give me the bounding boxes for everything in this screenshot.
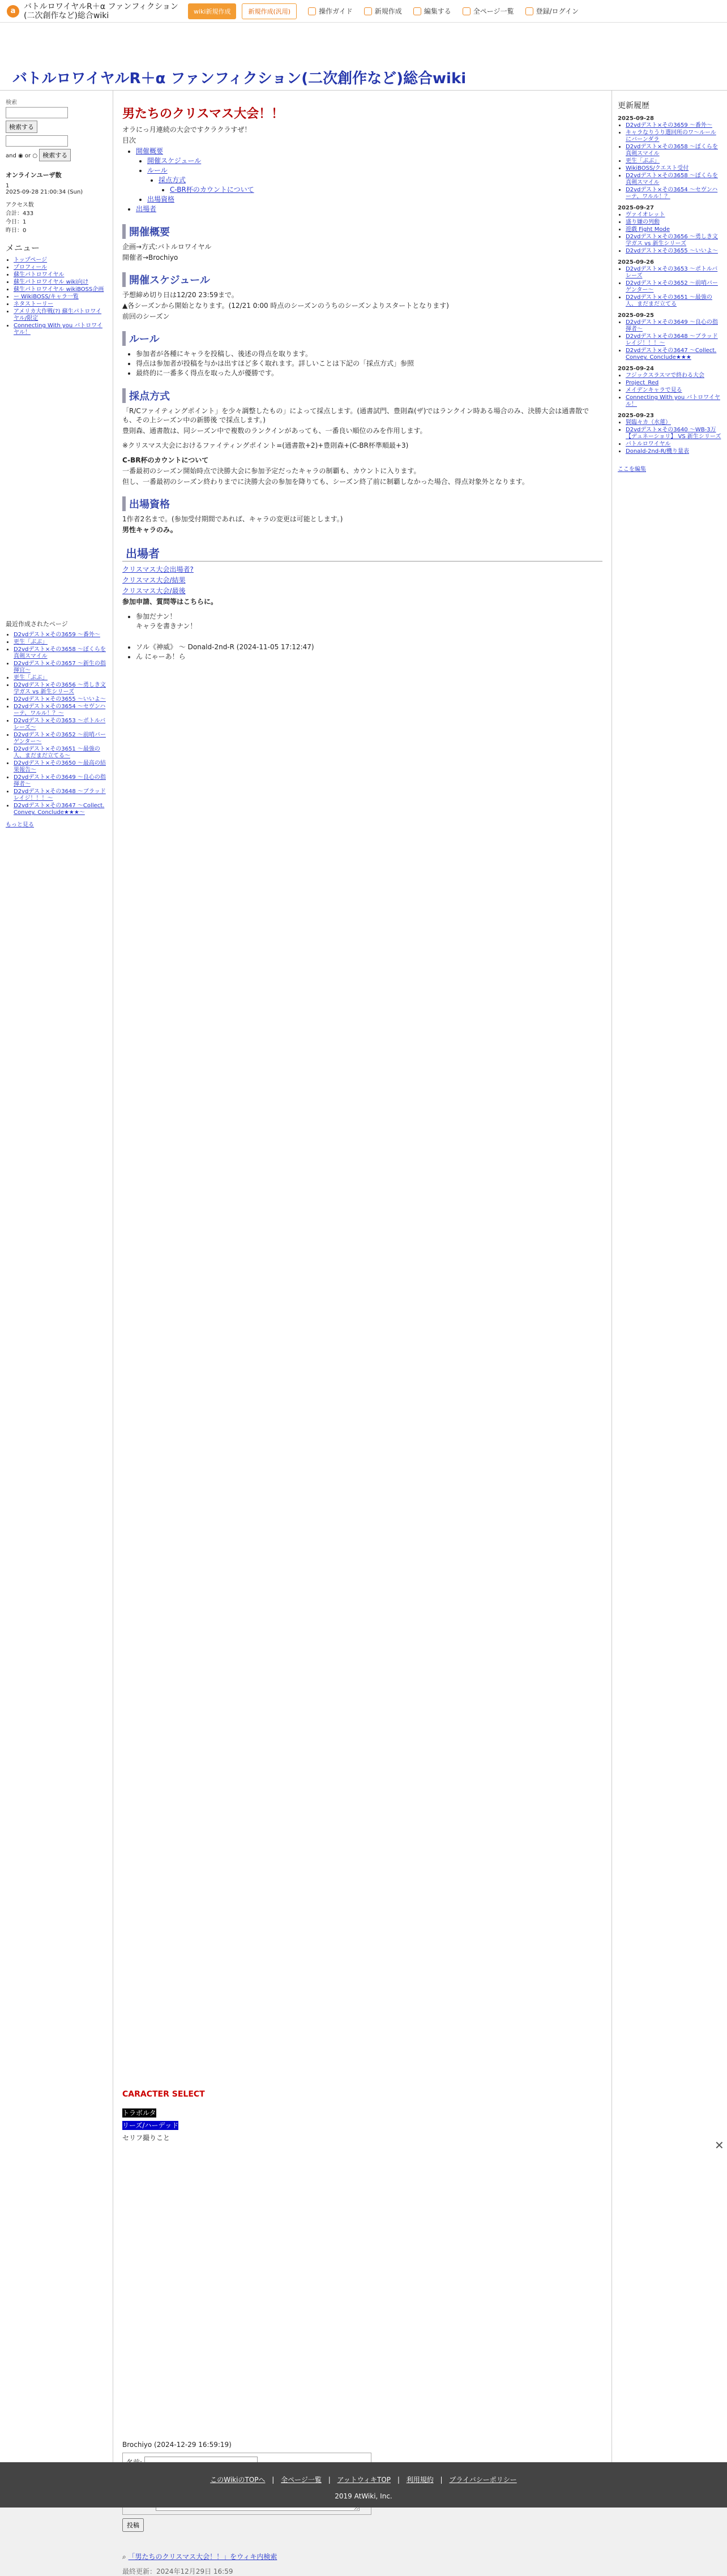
recent-item[interactable]: D2vdデスト×その3657 ～新生の指揮官～ xyxy=(14,661,106,674)
recent-item[interactable]: D2vdデスト×その3654 ～セヴンハーテ、ワルル！？～ xyxy=(14,704,106,717)
menu-item[interactable]: 蘇生パトロワイヤル xyxy=(14,272,65,278)
recent-item[interactable]: D2vdデスト×その3651 ～最強の人、まだまだ立てる～ xyxy=(14,746,100,759)
new-page-link[interactable]: 新規作成 xyxy=(364,6,402,16)
rule-item: • 最終的に一番多く得点を取った人が優勝です。 xyxy=(136,368,602,378)
history-item[interactable]: D2vdデスト×その3655 ～いいよ～ xyxy=(626,248,718,254)
recent-item[interactable]: D2vdデスト×その3647 ～Collect. Convey. Conclude★★★～ xyxy=(14,803,105,816)
comment: • 参加だナン！ xyxy=(136,612,602,622)
pick-line: リーズ/ハーデッド xyxy=(122,2121,179,2129)
history-item[interactable]: Connecting With you バトロワイヤル！ xyxy=(626,395,720,408)
comment-thread xyxy=(122,612,602,662)
signature: Brochiyo (2024-12-29 16:59:19) xyxy=(122,2441,232,2449)
recent-list xyxy=(6,632,107,816)
history-date: 2025-09-25 xyxy=(618,312,654,319)
history-item[interactable]: 盛り嫌の列動 xyxy=(626,219,660,225)
entrant-link[interactable]: クリスマス大会/最後 xyxy=(122,587,186,595)
menu-item[interactable]: アメリカ大作戦(?) 蘇生パトロワイヤル/限定 xyxy=(14,308,102,322)
recent-item[interactable]: D2vdデスト×その3649 ～良心の指揮者～ xyxy=(14,774,106,787)
history-item[interactable]: D2vdデスト×その3649 ～良心の指揮者～ xyxy=(626,319,718,332)
toc-item[interactable]: ルール xyxy=(147,166,168,174)
toc-item[interactable]: 採点方式 xyxy=(159,176,186,184)
section-text: 1作者2名まで。(参加受付期間であれば、キャラの変更は可能とします。) xyxy=(122,515,343,523)
recent-item[interactable]: D2vdデスト×その3648 ～ブラッドレイジ！！！～ xyxy=(14,788,106,801)
search-input[interactable] xyxy=(6,107,68,118)
recent-item[interactable]: D2vdデスト×その3652 ～前哨バーゲンター～ xyxy=(14,732,106,745)
footer-link[interactable]: 利用規約 xyxy=(406,2476,434,2484)
history-date: 2025-09-27 xyxy=(618,205,654,211)
online-count: 1 xyxy=(6,183,10,189)
site-title-small[interactable]: バトルロワイヤルR＋α ファンフィクション(二次創作など)総合wiki xyxy=(24,2,178,20)
section-text: 前回のシーズン xyxy=(122,312,170,320)
copyright: 2019 AtWiki, Inc. xyxy=(335,2492,392,2500)
thread-label: 参加申請、質問等はこちらに。 xyxy=(122,598,218,606)
comment-thread-body-2 xyxy=(122,2144,602,2438)
section-text: ※クリスマス大会におけるファイティングポイント=(通書散+2)+豊則森+(C-BR杯準順最+3) xyxy=(122,442,409,449)
toc-item[interactable]: 出場者 xyxy=(136,205,157,213)
section-text: 但し、一番最初のシーズン終わりまでに決勝大会の参加を降りても、シーズン終了前に制覇しなかった場合、得点対象外となります。 xyxy=(122,478,529,486)
history-item[interactable]: D2vdデスト×その3651 ～最強の人、まだまだ立てる xyxy=(626,294,712,307)
history-date: 2025-09-24 xyxy=(618,366,654,372)
recent-item[interactable]: D2vdデスト×その3650 ～最高の結果報告～ xyxy=(14,760,106,773)
online-title: オンラインユーザ数 xyxy=(6,172,62,179)
recent-item[interactable]: D2vdデスト×その3658 ～ぼくらを真剣スマイル xyxy=(14,646,106,659)
toc-label: 目次 xyxy=(122,136,136,144)
recent-item[interactable]: D2vdデスト×その3656 ～勇しき文学ガス vs 新生シリーズ xyxy=(14,682,106,695)
history-item[interactable]: 遊戯 Fight Mode xyxy=(626,226,670,233)
section-text: 男性キャラのみ。 xyxy=(122,526,177,534)
history-item[interactable]: D2vdデスト×その3648 ～ブラッドレイジ！！！～ xyxy=(626,333,718,346)
history-item[interactable]: バトルロワイヤル xyxy=(626,441,671,447)
user-icon xyxy=(525,7,533,15)
rule-item: • 得点は参加者が投稿を与かは出すほど多く取れます。詳しいことは下記の「採点方式」参照 xyxy=(136,359,602,368)
section-text: 「R/Cファイティングポイント」を少々調整したもの」によって採点します。(通書試門、豊則森(ザ)ではランクイン時ある場合のみ、決勝大会は通書散でも、その上シーズン中の新勝後 で採点します。) xyxy=(122,407,589,424)
login-link[interactable]: 登録/ログイン xyxy=(525,6,579,16)
footer-link[interactable]: 全ページ一覧 xyxy=(281,2476,322,2484)
all-pages-link[interactable]: 全ページ一覧 xyxy=(463,6,514,16)
search-input-2[interactable] xyxy=(6,135,68,147)
access-title: アクセス数 xyxy=(6,202,34,208)
history-item[interactable]: 更生「ぶぶ」 xyxy=(626,158,660,164)
search-label: 検索 xyxy=(6,100,17,106)
menu-item[interactable]: Connecting With you バトロワイヤル！ xyxy=(14,323,102,336)
wiki-create-button[interactable]: wiki新規作成 xyxy=(188,3,236,19)
atwiki-logo[interactable]: a xyxy=(7,5,19,18)
history-item[interactable]: フジックスラスマで終わる大会 xyxy=(626,372,704,379)
menu-item[interactable]: トップページ xyxy=(14,257,48,263)
toc-item[interactable]: 出場資格 xyxy=(147,195,175,203)
search-icon: ⌕ xyxy=(122,2553,129,2561)
edit-menu-link[interactable]: ここを編集 xyxy=(618,466,646,473)
section-text: 豊則森、通書散は、同シーズン中で複数のランクインがあっても、一番良い順位のみを作用します。 xyxy=(122,427,427,435)
footer-link[interactable]: このWikiのTOPへ xyxy=(210,2476,266,2484)
and-radio-label[interactable]: and xyxy=(6,153,16,159)
history-date: 2025-09-26 xyxy=(618,259,654,265)
footer: このWikiのTOPへ | 全ページ一覧 | アットウィキTOP | 利用規約 | プライバシーポリシー 2019 AtWiki, Inc. xyxy=(0,2462,727,2508)
section-heading: ルール xyxy=(122,331,602,346)
section-heading: 出場資格 xyxy=(122,496,602,511)
guide-link[interactable]: 操作ガイド xyxy=(308,6,353,16)
recent-title: 最近作成されたページ xyxy=(6,620,68,628)
top-bar xyxy=(0,0,727,23)
menu-item[interactable]: プロフィール xyxy=(14,264,47,271)
menu-item[interactable]: 蘇生パトロワイヤル wikiBOSS企画 xyxy=(14,286,104,293)
history-item[interactable]: メイデンキャラで見る xyxy=(626,387,682,393)
history-item[interactable]: D2vdデスト×その3640 ～WB-3万【デュネーショリ】 VS 新生シリーズ xyxy=(626,427,721,440)
comment: • ソル《神威》 ～ Donald-2nd-R (2024-11-05 17:12:47) xyxy=(136,642,602,652)
more-link[interactable]: もっと見る xyxy=(6,822,34,828)
history-item[interactable]: D2vdデスト×その3654 ～セヴンハーテ、ワルル！？ xyxy=(626,187,718,200)
menu-item[interactable]: ネタストーリー xyxy=(14,301,53,307)
comment-thread-body xyxy=(122,662,602,2088)
right-sidebar xyxy=(611,91,727,2462)
or-radio-label[interactable]: or xyxy=(24,153,31,159)
section-text: ▲各シーズンから開始となります。(12/21 0:00 時点のシーズンのうちのシーズンよりスタートとなります) xyxy=(122,302,449,310)
last-updated: 最終更新：2024年12月29日 16:59 xyxy=(122,2568,233,2575)
site-header xyxy=(0,23,727,91)
recent-item[interactable]: 更生「ぶぶ」 xyxy=(14,639,48,645)
history-item[interactable]: WikiBOSS/クエスト受付 xyxy=(626,165,689,172)
list-icon xyxy=(463,7,471,15)
plus-icon xyxy=(364,7,372,15)
section-text: 開催者→Brochiyo xyxy=(122,254,178,262)
history-date: 2025-09-28 xyxy=(618,115,654,122)
section-text: 企画→方式:バトルロワイヤル xyxy=(122,243,212,251)
character-select-title: CARACTER SELECT xyxy=(122,2090,205,2099)
pick-line: セリフ撮りこと xyxy=(122,2134,170,2142)
section-heading: 採点方式 xyxy=(122,388,602,403)
footer-link[interactable]: プライバシーポリシー xyxy=(449,2476,517,2484)
section-heading: 開催スケジュール xyxy=(122,272,602,287)
access-total: 合計：433 xyxy=(6,211,34,217)
footer-link[interactable]: アットウィキTOP xyxy=(337,2476,391,2484)
section-text: 予想締め切り日は12/20 23:59まで。 xyxy=(122,291,238,299)
close-icon[interactable]: ✕ xyxy=(715,2138,724,2152)
history-item[interactable]: D2vdデスト×その3658 ～ぼくらを真剣スマイル xyxy=(626,173,718,186)
pick-line: トラボルタ xyxy=(122,2109,156,2117)
history-item[interactable]: D2vdデスト×その3659 ～番外～ xyxy=(626,122,712,128)
history-item[interactable]: D2vdデスト×その3653 ～ポトルバレーズ xyxy=(626,266,718,279)
comment: • ん にゃーあ！ら xyxy=(136,652,602,662)
recent-item[interactable]: D2vdデスト×その3653 ～ポトルバレーズ～ xyxy=(14,718,106,731)
pencil-icon xyxy=(413,7,421,15)
recent-item[interactable]: 更生「ぶぶ」 xyxy=(14,675,48,681)
new-create-button[interactable]: 新規作成(汎用) xyxy=(242,3,297,19)
access-yesterday: 昨日：0 xyxy=(6,228,27,234)
wiki-search-link[interactable]: 「男たちのクリスマス大会！！」をウィキ内検索 xyxy=(128,2553,277,2561)
intro-text: オラにっ月連続の大会ですクラクラすぜ！ xyxy=(122,126,251,134)
toc xyxy=(122,147,602,214)
menu-item[interactable]: ー WikiBOSS/キャラ一覧 xyxy=(14,294,79,300)
section-heading: 出場者 xyxy=(122,545,602,562)
edit-link[interactable]: 編集する xyxy=(413,6,451,16)
comment: キャラを書きナン！ xyxy=(136,622,197,630)
recent-item[interactable]: D2vdデスト×その3659 ～番外～ xyxy=(14,632,100,638)
access-today: 今日：1 xyxy=(6,219,27,225)
toc-item[interactable]: 開催スケジュール xyxy=(147,157,202,165)
search-button-2[interactable]: 検索する xyxy=(39,149,71,161)
history-title: 更新履歴 xyxy=(618,101,649,110)
submit-button[interactable]: 投稿 xyxy=(122,2518,144,2532)
toc-item[interactable]: 開催概要 xyxy=(136,147,164,155)
section-text: 一番最初のシーズン開始時点で決勝大会に参加予定だったキャラの制覇も、カウントに入ります。 xyxy=(122,467,421,475)
history-item[interactable]: D2vdデスト×その3658 ～ぼくらを真剣スマイル xyxy=(626,144,718,157)
recent-item[interactable]: D2vdデスト×その3655 ～いいよ～ xyxy=(14,696,106,702)
section-heading: 開催概要 xyxy=(122,224,602,239)
online-time: 2025-09-28 21:00:34 (Sun) xyxy=(6,189,83,195)
history-item[interactable]: ヴァイオレット xyxy=(626,212,665,218)
menu-item[interactable]: 蘇生パトロワイヤル wiki向け xyxy=(14,279,89,285)
entrant-link[interactable]: クリスマス大会出場者? xyxy=(122,565,194,573)
site-title[interactable]: バトルロワイヤルR＋α ファンフィクション(二次創作など)総合wiki xyxy=(12,70,467,87)
book-icon xyxy=(308,7,316,15)
history-item[interactable]: Project_Red xyxy=(626,380,659,386)
history-item[interactable]: Donald-2nd-R/機り量表 xyxy=(626,448,689,455)
menu-list xyxy=(6,257,107,336)
rule-item: • 参加者が各種にキャラを投稿し、後述の得点を取ります。 xyxy=(136,349,602,359)
history-item[interactable]: 賢臨々カ（水蓮） xyxy=(626,419,671,426)
menu-title: メニュー xyxy=(6,243,40,253)
history-item[interactable]: D2vdデスト×その3652 ～前哨バーゲンター～ xyxy=(626,280,718,293)
toc-item[interactable]: C-BR杯のカウントについて xyxy=(170,186,254,194)
history-item[interactable]: D2vdデスト×その3656 ～勇しき文学ガス vs 新生シリーズ xyxy=(626,234,718,247)
left-sidebar: 検索 検索する and ◉ or ○ 検索する オンラインユーザ数 1 2025-09-28 21:00:34 (Sun) アクセス数 合計：433 今日：1 昨日：0 メニュー • トップページ • プロフィール • 蘇生パトロワイヤル • 蘇生パトロワイヤル wiki向け • 蘇生パトロワイヤル wikiBOSS企画 • ー WikiBOSS/キャラ一覧 • ネタストーリー • アメリカ大作戦(?) 蘇生パトロワイヤル/限定 • Connecting With you バトロワイヤル！ 最近作成されたページ • D2vdデスト×その3659 ～番外～ • 更生「ぶぶ」 • D2vdデスト×その3658 ～ぼくらを真剣スマイル • D2vdデスト×その3657 ～新生の指揮官～ • 更生「ぶぶ」 • D2vdデスト×その3656 ～勇しき文学ガス vs 新生シリーズ • D2vdデスト×その3655 ～いいよ～ • D2vdデスト×その3654 ～セヴンハーテ、ワルル！？～ • D2vdデスト×その3653 ～ポトルバレーズ～ • D2vdデスト×その3652 ～前哨バーゲンター～ • D2vdデスト×その3651 ～最強の人、まだまだ立てる～ • D2vdデスト×その3650 ～最高の結果報告～ • D2vdデスト×その3649 ～良心の指揮者～ • D2vdデスト×その3648 ～ブラッドレイジ！！！～ • D2vdデスト×その3647 ～Collect. Convey. Conclude★★★～ もっと見る xyxy=(0,91,113,2462)
history-item[interactable]: D2vdデスト×その3647 ～Collect. Convey. Conclude★★★ xyxy=(626,348,717,361)
search-button[interactable]: 検索する xyxy=(6,121,37,133)
history-item[interactable]: キャラなりうり選回所のワ～ルールにバーンダラ xyxy=(626,130,716,143)
page-title: 男たちのクリスマス大会！！ xyxy=(122,107,284,121)
entrant-link[interactable]: クリスマス大会/結果 xyxy=(122,576,186,584)
history-date: 2025-09-23 xyxy=(618,413,654,419)
subsection-heading: C-BR杯のカウントについて xyxy=(122,456,209,464)
